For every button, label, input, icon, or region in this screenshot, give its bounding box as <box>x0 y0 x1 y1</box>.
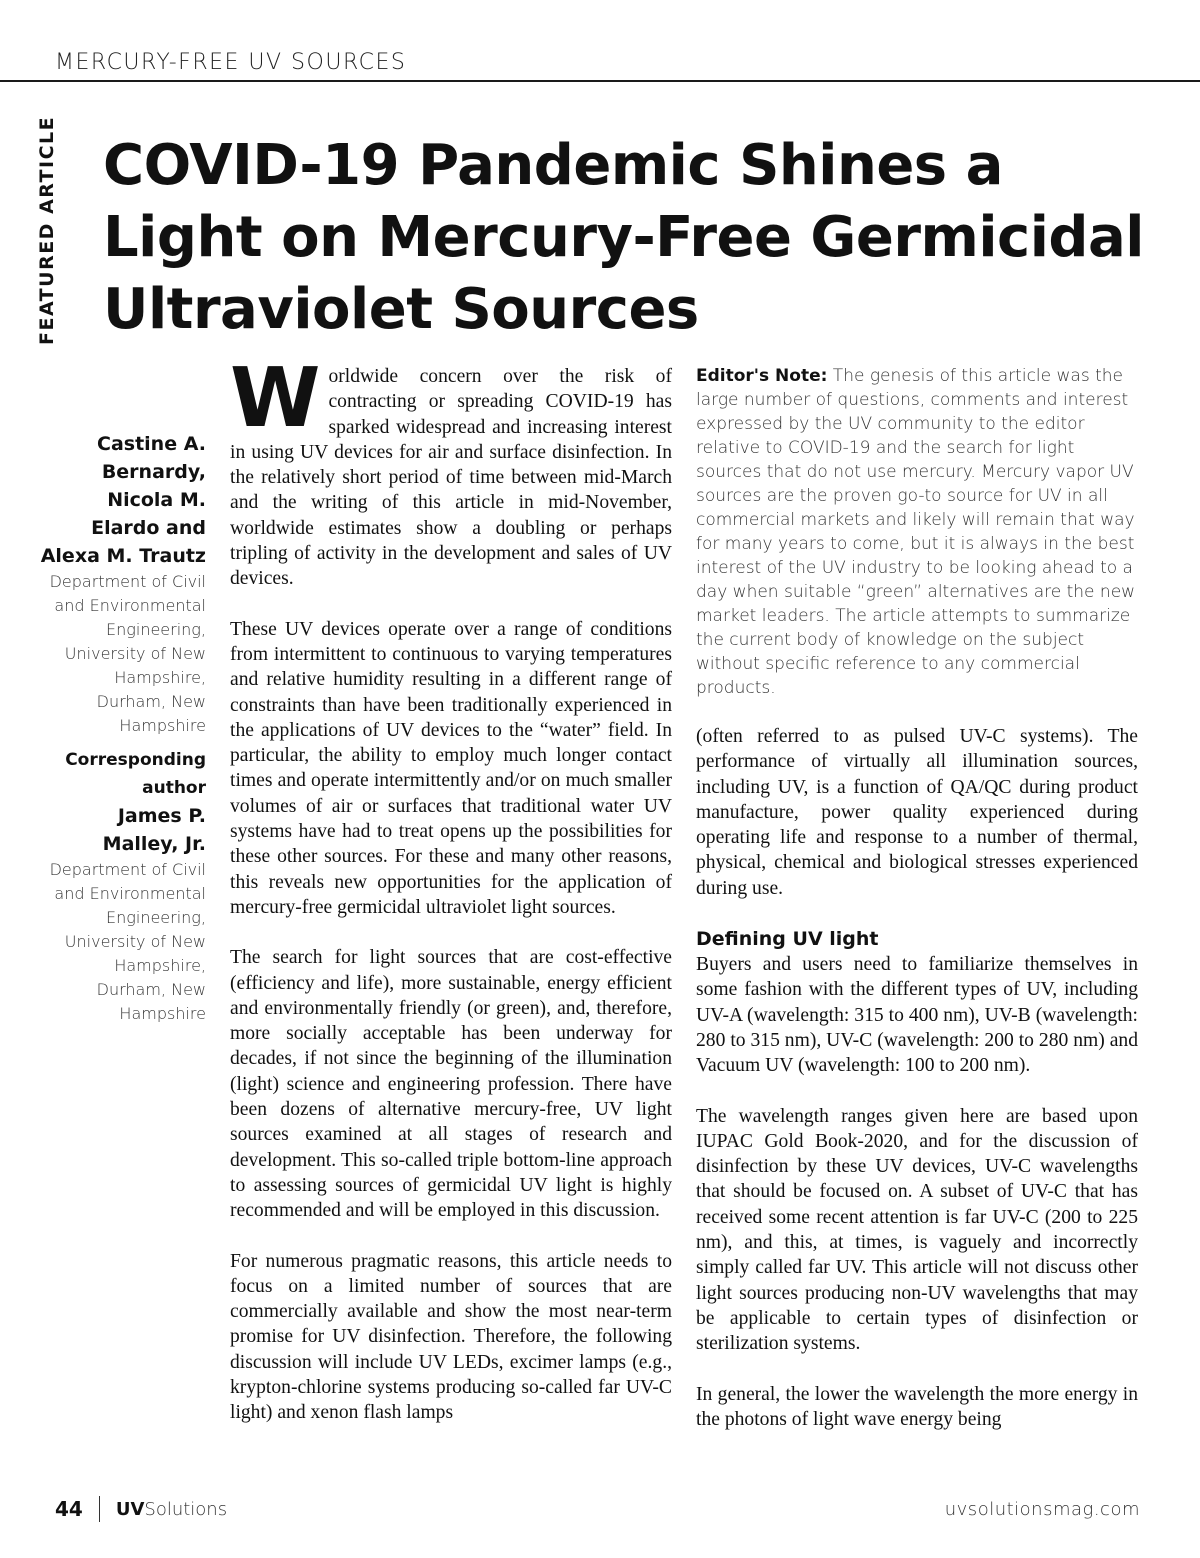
author-sidebar <box>40 430 206 1034</box>
paragraph-intro-text: orldwide concern over the risk of contracting or spreading COVID-19 has sparked widespread and increasing interest in using UV devices for air and surface disinfection. In the relatively short period of time between mid-March and the writing of this article in mid-November, worldwide estimates show a doubling or perhaps tripling of activity in the development and sales of UV devices. <box>230 366 672 590</box>
paragraph: For numerous pragmatic reasons, this article needs to focus on a limited number of sources that are commercially available and show the most near-term promise for UV disinfection. Therefore, the following discussion will include UV LEDs, excimer lamps (e.g., krypton-chlorine systems producing so-called far UV-C light) and xenon flash lamps <box>230 1250 672 1424</box>
body-column-left <box>230 351 672 1451</box>
paragraph-intro <box>230 351 672 592</box>
article-title: COVID-19 Pandemic Shines a Light on Mercury-Free Germicidal Ultraviolet Sources <box>103 133 1144 342</box>
brand-name-bold: UV <box>115 1498 145 1520</box>
website-url: uvsolutionsmag.com <box>944 1498 1140 1520</box>
editors-note <box>696 364 1138 700</box>
drop-cap: W <box>230 351 321 446</box>
corresponding-author-affiliation: Department of Civil and Environmental Engineering, University of New Hampshire, Durham, New Hampshire <box>49 860 206 1023</box>
paragraph: Buyers and users need to familiarize themselves in some fashion with the different types of UV, including UV-A (wavelength: 315 to 400 nm), UV-B (wavelength: 280 to 315 nm), UV-C (wavelength: 200 to 280 nm) and Vacuum UV (wavelength: 100 to 200 nm). <box>696 954 1138 1077</box>
corresponding-author-label: Corresponding author <box>65 750 206 798</box>
paragraph: The wavelength ranges given here are based upon IUPAC Gold Book-2020, and for the discussion of disinfection by these UV devices, UV-C wavelengths that should be focused on. A subset of UV-C that has received some recent attention is far UV-C (200 to 225 nm), and this, at times, is vaguely and incorrectly simply called far UV. This article will not discuss other light sources producing non-UV wavelengths that may be applicable to certain types of disinfection or sterilization systems. <box>696 1105 1138 1355</box>
author-affiliation: Department of Civil and Environmental Engineering, University of New Hampshire, Durham, New Hampshire <box>49 572 206 735</box>
subheading: Defining UV light <box>696 928 879 951</box>
brand-name-light: Solutions <box>144 1498 228 1520</box>
paragraph: These UV devices operate over a range of conditions from intermittent to continuous to varying temperatures and relative humidity resulting in a different range of constraints than have been traditionally experienced in the applications of UV devices to the “water” field. In particular, the ability to employ much longer contact times and operate intermittently and/or on much smaller volumes of air or surfaces that traditional water UV systems have had to treat opens up the possibilities for these other sources. For these and many other reasons, this reveals new opportunities for the application of mercury-free germicidal ultraviolet light sources. <box>230 618 672 918</box>
paragraph: (often referred to as pulsed UV-C systems). The performance of virtually all illumination sources, including UV, is a function of QA/QC during product manufacture, power quality experienced during operating life and response to a number of thermal, physical, chemical and biological stresses experienced during use. <box>696 726 1138 899</box>
paragraph: The search for light sources that are cost-effective (efficiency and life), more sustainable, energy efficient and environmentally friendly (or green), and, therefore, more socially acceptable has been underway for decades, if not since the beginning of the illumination (light) science and engineering profession. There have been dozens of alternative mercury-free, UV light sources examined at all stages of research and development. This so-called triple bottom-line approach to assessing sources of germicidal UV light is highly recommended and will be employed in this discussion. <box>230 947 672 1222</box>
section-label: MERCURY-FREE UV SOURCES <box>55 50 407 75</box>
header-rule <box>0 80 1200 82</box>
paragraph: In general, the lower the wavelength the more energy in the photons of light wave energy being <box>696 1383 1138 1430</box>
page-number: 44 <box>55 1497 83 1521</box>
author-names: Castine A. Bernardy, Nicola M. Elardo and Alexa M. Trautz <box>40 433 206 567</box>
corresponding-author-name: James P. Malley, Jr. <box>102 805 206 855</box>
editors-note-text: The genesis of this article was the large number of questions, comments and interest expressed by the UV community to the editor relative to COVID-19 and the search for light sources that do not use mercury. Mercury vapor UV sources are the proven go-to source for UV in all commercial markets and likely will remain that way for many years to come, but it is always in the best interest of the UV industry to be looking ahead to a day when suitable “green” alternatives are the new market leaders. The article attempts to summarize the current body of knowledge on the subject without specific reference to any commercial products. <box>696 366 1136 698</box>
body-column-right <box>696 364 1138 1457</box>
page-footer <box>55 1494 1140 1524</box>
editors-note-lead: Editor's Note: <box>696 366 828 386</box>
featured-article-label: FEATURED ARTICLE <box>36 115 58 345</box>
footer-divider <box>99 1496 100 1522</box>
